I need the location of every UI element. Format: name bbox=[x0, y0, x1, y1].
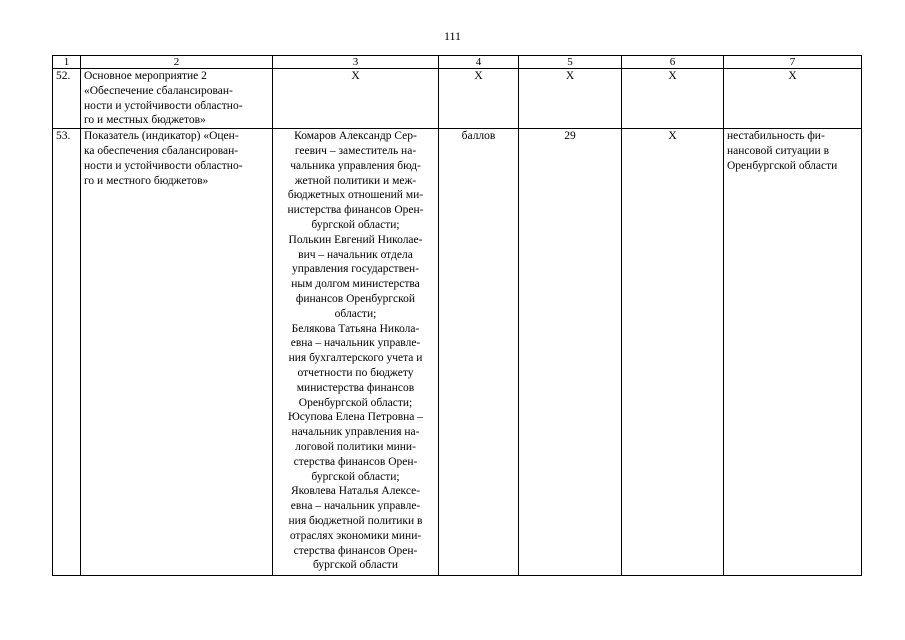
row-number: 53. bbox=[53, 129, 81, 576]
cell-text-line: геевич – заместитель на- bbox=[294, 144, 417, 157]
cell-text-line: Белякова Татьяна Никола- bbox=[291, 322, 420, 335]
cell-text-line: евна – начальник управле- bbox=[290, 337, 421, 350]
table-row bbox=[53, 69, 862, 129]
cell-text-line: Полькин Евгений Николае- bbox=[288, 233, 423, 246]
row-value: 29 bbox=[519, 129, 622, 576]
cell-text-line: «Обеспечение сбалансирован- bbox=[84, 84, 233, 97]
cell-text-line: Х bbox=[788, 70, 797, 82]
column-header: 3 bbox=[273, 56, 439, 69]
cell-text-line: управления государствен- bbox=[291, 263, 420, 276]
cell-text-line: Оренбургской области; bbox=[298, 396, 413, 409]
cell-text-line: области; bbox=[334, 307, 377, 320]
row-value: Х bbox=[519, 69, 622, 129]
cell-text-line: министерства финансов bbox=[296, 381, 415, 394]
cell-text-line: чальника управления бюд- bbox=[290, 159, 421, 172]
cell-text-line: бургской области bbox=[313, 559, 398, 572]
cell-text-line: Яковлева Наталья Алексе- bbox=[290, 485, 421, 498]
row-responsible bbox=[273, 129, 439, 576]
page-number: 111 bbox=[443, 29, 462, 43]
cell-text-line: отчетности по бюджету bbox=[297, 366, 414, 379]
cell-text-line: стерства финансов Орен- bbox=[293, 455, 418, 468]
column-header: 1 bbox=[53, 56, 81, 69]
cell-text-line: отраслях экономики мини- bbox=[289, 529, 422, 542]
cell-text-line: Х bbox=[351, 70, 360, 82]
cell-text-line: го и местных бюджетов» bbox=[84, 114, 206, 127]
table-header-row bbox=[53, 56, 862, 69]
cell-text-line: Показатель (индикатор) «Оцен- bbox=[84, 130, 239, 143]
cell-text-line: нестабильность фи- bbox=[727, 130, 825, 143]
cell-text-line: ным долгом министерства bbox=[291, 278, 420, 291]
cell-text-line: логовой политики мини- bbox=[295, 440, 416, 453]
cell-text-line: ния бухгалтерского учета и bbox=[288, 352, 423, 365]
row-note bbox=[724, 69, 862, 129]
row-responsible bbox=[273, 69, 439, 129]
cell-text-line: бургской области; bbox=[311, 470, 400, 483]
column-header: 7 bbox=[724, 56, 862, 69]
column-header: 6 bbox=[622, 56, 724, 69]
cell-text-line: ности и устойчивости областно- bbox=[84, 99, 243, 112]
cell-text-line: Оренбургской области bbox=[727, 159, 838, 172]
column-header: 2 bbox=[81, 56, 273, 69]
row-column-6: Х bbox=[622, 129, 724, 576]
table-row bbox=[53, 129, 862, 576]
cell-text-line: Комаров Александр Сер- bbox=[294, 130, 417, 143]
cell-text-line: жетной политики и меж- bbox=[294, 174, 417, 187]
row-number: 52. bbox=[53, 69, 81, 129]
cell-text-line: ка обеспечения сбалансирован- bbox=[84, 144, 239, 157]
cell-text-line: нансовой ситуации в bbox=[727, 144, 830, 157]
cell-text-line: евна – начальник управле- bbox=[290, 500, 421, 513]
cell-text-line: бургской области; bbox=[311, 218, 400, 231]
column-header: 4 bbox=[439, 56, 519, 69]
cell-text-line: стерства финансов Орен- bbox=[293, 544, 418, 557]
measures-table bbox=[52, 55, 862, 576]
cell-text-line: вич – начальник отдела bbox=[298, 248, 413, 261]
cell-text-line: начальник управления на- bbox=[291, 426, 420, 439]
row-column-6: Х bbox=[622, 69, 724, 129]
cell-text-line: ния бюджетной политики в bbox=[288, 514, 423, 527]
row-unit: Х bbox=[439, 69, 519, 129]
cell-text-line: бюджетных отношений ми- bbox=[287, 189, 424, 202]
cell-text-line: го и местного бюджетов» bbox=[84, 174, 209, 187]
cell-text-line: Юсупова Елена Петровна – bbox=[287, 411, 424, 424]
cell-text-line: Основное мероприятие 2 bbox=[84, 70, 207, 82]
row-note bbox=[724, 129, 862, 576]
row-unit: баллов bbox=[439, 129, 519, 576]
cell-text-line: финансов Оренбургской bbox=[295, 292, 416, 305]
row-description bbox=[81, 69, 273, 129]
row-description bbox=[81, 129, 273, 576]
cell-text-line: нистерства финансов Орен- bbox=[287, 204, 424, 217]
cell-text-line: ности и устойчивости областно- bbox=[84, 159, 243, 172]
column-header: 5 bbox=[519, 56, 622, 69]
